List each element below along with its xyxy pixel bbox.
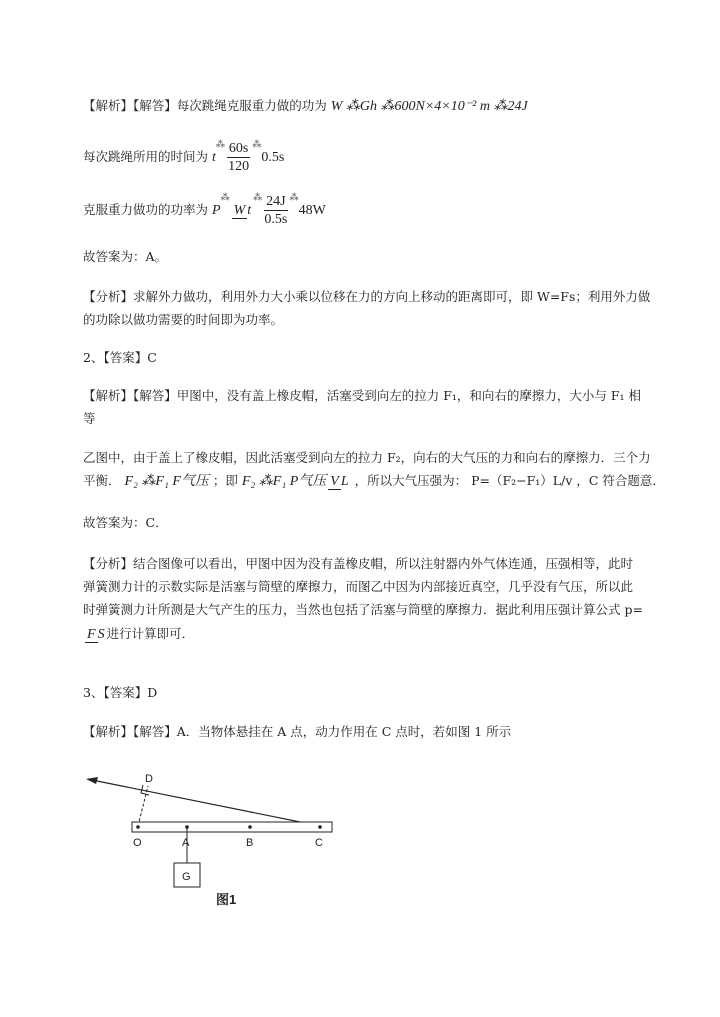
text: 克服重力做功的功率为 xyxy=(83,202,209,217)
num: 60s xyxy=(228,141,249,156)
fraction xyxy=(227,140,250,175)
solution-line-1 xyxy=(83,96,528,115)
label-d: D xyxy=(145,773,153,785)
analysis-2-line-4 xyxy=(83,624,194,643)
solution-2-line-2: 等 xyxy=(83,411,96,426)
fraction xyxy=(232,202,252,219)
result: 0.5s xyxy=(261,150,285,165)
analysis-2-line-1: 【分析】结合图像可以看出，甲图中因为没有盖橡皮帽，所以注射器内外气体连通，压强相等，此时 xyxy=(83,556,634,571)
num: F xyxy=(87,627,96,642)
solution-line-3: 克服重力做功的功率为 P⁂W t⁂ $\frac{24J}{0.5s}$ ⁂48W xyxy=(83,193,326,227)
force-line xyxy=(92,780,320,826)
var: P xyxy=(212,203,221,218)
formula: W ⁂Gh ⁂600N×4×10⁻² m ⁂24J xyxy=(330,99,528,114)
answer-1: 故答案为：A。 xyxy=(83,249,168,264)
label-a: A xyxy=(182,837,190,849)
solution-3-line-1: 【解析】【解答】A．当物体悬挂在 A 点，动力作用在 C 点时，若如图 1 所示 xyxy=(83,724,512,739)
den: t xyxy=(247,203,252,218)
text: ，所以大气压强为： P=（F₂−F₁）L/v ，C 符合题意． xyxy=(354,473,665,488)
text: 【解析】【解答】每次跳绳克服重力做的功为 xyxy=(83,98,327,113)
solution-line-2: 每次跳绳所用的时间为 t⁂ $\frac{60s}{120}$ ⁂0.5s xyxy=(83,140,285,174)
label-o: O xyxy=(133,837,142,849)
fraction xyxy=(328,473,348,490)
figure-caption: 图1 xyxy=(216,892,237,907)
text: 每次跳绳所用的时间为 xyxy=(83,149,209,164)
text: ；即 xyxy=(212,473,238,488)
question-3-heading: 3、【答案】D xyxy=(83,685,158,700)
label-g: G xyxy=(182,871,191,883)
den: 0.5s xyxy=(264,212,288,227)
den: 120 xyxy=(228,159,250,174)
label-b: B xyxy=(246,837,254,849)
solution-2-line-1: 【解析】【解答】甲图中，没有盖上橡皮帽，活塞受到向左的拉力 F₁，和向右的摩擦力，大小与 F₁ 相 xyxy=(83,388,642,403)
solution-2-line-4 xyxy=(83,470,665,490)
num: W xyxy=(233,203,246,218)
analysis-2-line-2: 弹簧测力计的示数实际是活塞与筒壁的摩擦力，而图乙中因为内部接近真空，几乎没有气压，所以此 xyxy=(83,579,634,594)
var: t xyxy=(212,150,216,165)
den: S xyxy=(97,627,105,642)
den: L xyxy=(340,474,349,489)
moment-arm xyxy=(138,786,148,826)
question-2-heading: 2、【答案】C xyxy=(83,350,157,365)
num: 24J xyxy=(266,194,286,209)
lever-figure xyxy=(0,760,400,910)
num: V xyxy=(330,474,339,489)
result: 48W xyxy=(298,203,326,218)
text: 进行计算即可． xyxy=(106,626,195,641)
analysis-1-line-1: 【分析】求解外力做功，利用外力大小乘以位移在力的方向上移动的距离即可，即 W=Fs；利用外力做 xyxy=(83,289,651,304)
formula: F₂ ⁂F₁ F气压 xyxy=(124,474,209,489)
label-c: C xyxy=(315,837,323,849)
solution-2-line-3: 乙图中，由于盖上了橡皮帽，因此活塞受到向左的拉力 F₂，向右的大气压的力和向右的摩擦力．三个力 xyxy=(83,450,651,465)
formula: F₂ ⁂F₁ P气压 xyxy=(241,474,327,489)
analysis-1-line-2: 的功除以做功需要的时间即为功率。 xyxy=(83,312,284,327)
fraction xyxy=(85,626,105,643)
analysis-2-line-3: 时弹簧测力计所测是大气产生的压力，当然也包括了活塞与筒壁的摩擦力．据此利用压强计算公式 p= xyxy=(83,602,643,617)
fraction xyxy=(264,193,287,228)
lever-bar xyxy=(132,822,332,832)
arrow-head-icon xyxy=(86,777,98,784)
text: 平衡． xyxy=(83,473,121,488)
answer-2: 故答案为：C． xyxy=(83,515,168,530)
